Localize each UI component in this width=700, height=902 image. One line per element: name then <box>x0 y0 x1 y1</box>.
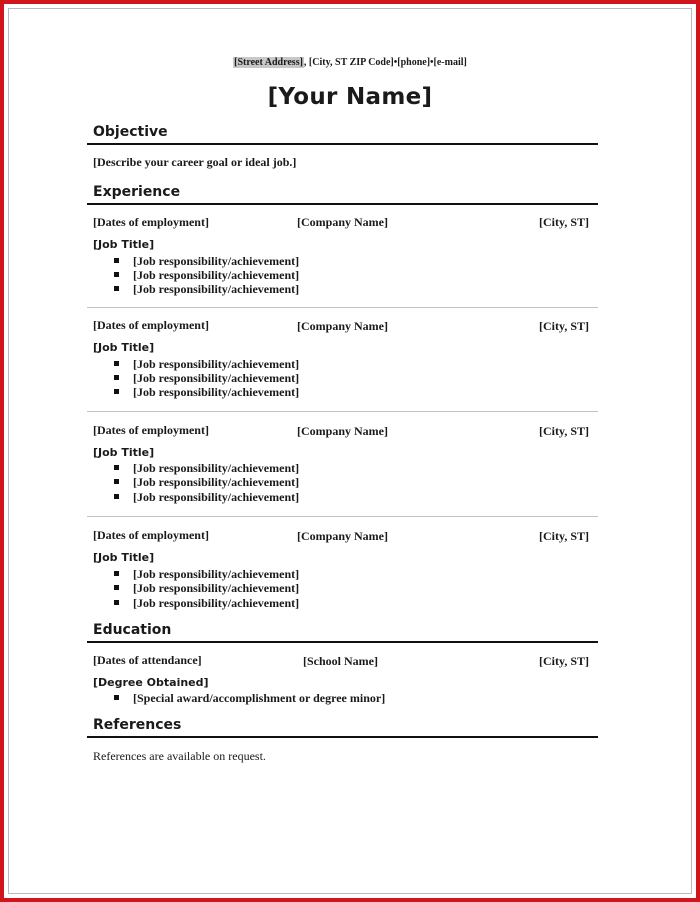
references-text: References are available on request. <box>93 749 266 763</box>
education-location: [City, ST] <box>539 654 590 668</box>
job-bullet: [Job responsibility/achievement] <box>133 371 299 386</box>
job-company: [Company Name] <box>297 424 388 438</box>
job-location: [City, ST] <box>539 529 590 543</box>
job-bullet: [Job responsibility/achievement] <box>133 282 299 297</box>
education-bullet: [Special award/accomplishment or degree minor] <box>133 691 385 706</box>
job-divider <box>87 411 598 412</box>
page-title: [Your Name] <box>267 84 433 110</box>
bullet-icon <box>114 479 119 484</box>
education-school: [School Name] <box>303 654 378 668</box>
job-bullet: [Job responsibility/achievement] <box>133 268 299 283</box>
education-heading: Education <box>87 624 598 643</box>
job-bullet: [Job responsibility/achievement] <box>133 596 299 611</box>
education-dates: [Dates of attendance] <box>93 653 202 667</box>
job-title: [Job Title] <box>93 341 155 354</box>
bullet-icon <box>114 494 119 499</box>
job-bullet: [Job responsibility/achievement] <box>133 254 299 269</box>
job-dates: [Dates of employment] <box>93 528 209 542</box>
job-title: [Job Title] <box>93 551 155 564</box>
experience-heading: Experience <box>87 186 598 205</box>
bullet-icon <box>114 258 119 263</box>
job-bullet: [Job responsibility/achievement] <box>133 385 299 400</box>
bullet-icon <box>114 375 119 380</box>
bullet-icon <box>114 600 119 605</box>
job-divider <box>87 516 598 517</box>
job-divider <box>87 307 598 308</box>
job-location: [City, ST] <box>539 215 590 229</box>
job-bullet: [Job responsibility/achievement] <box>133 490 299 505</box>
job-company: [Company Name] <box>297 529 388 543</box>
degree-title: [Degree Obtained] <box>93 676 209 689</box>
job-dates: [Dates of employment] <box>93 215 209 229</box>
bullet-icon <box>114 286 119 291</box>
contact-details: , [City, ST ZIP Code]•[phone]•[e-mail] <box>303 57 467 68</box>
job-title: [Job Title] <box>93 446 155 459</box>
job-dates: [Dates of employment] <box>93 423 209 437</box>
bullet-icon <box>114 272 119 277</box>
bullet-icon <box>114 585 119 590</box>
objective-heading: Objective <box>87 126 598 145</box>
references-heading: References <box>87 719 598 738</box>
job-bullet: [Job responsibility/achievement] <box>133 461 299 476</box>
job-title: [Job Title] <box>93 238 155 251</box>
contact-line <box>0 57 700 68</box>
job-location: [City, ST] <box>539 424 590 438</box>
bullet-icon <box>114 465 119 470</box>
objective-text: [Describe your career goal or ideal job.] <box>93 155 297 169</box>
bullet-icon <box>114 361 119 366</box>
job-bullet: [Job responsibility/achievement] <box>133 475 299 490</box>
job-bullet: [Job responsibility/achievement] <box>133 357 299 372</box>
bullet-icon <box>114 571 119 576</box>
street-address: [Street Address] <box>234 57 303 68</box>
job-company: [Company Name] <box>297 319 388 333</box>
job-company: [Company Name] <box>297 215 388 229</box>
job-dates: [Dates of employment] <box>93 318 209 332</box>
job-location: [City, ST] <box>539 319 590 333</box>
job-bullet: [Job responsibility/achievement] <box>133 567 299 582</box>
bullet-icon <box>114 695 119 700</box>
bullet-icon <box>114 389 119 394</box>
job-bullet: [Job responsibility/achievement] <box>133 581 299 596</box>
